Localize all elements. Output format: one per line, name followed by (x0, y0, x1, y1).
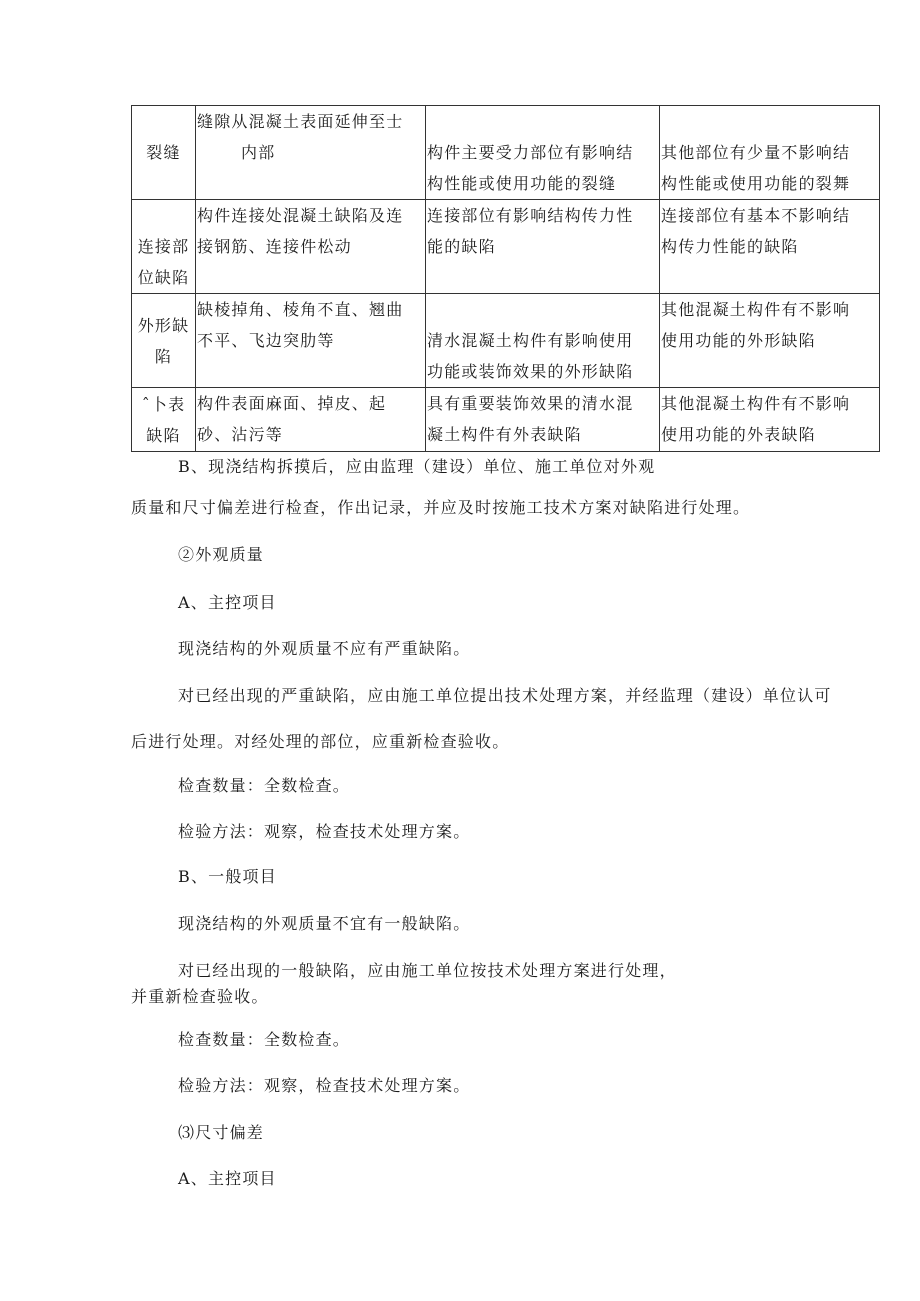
defect-description-cell (196, 106, 426, 200)
general-defect-cell (660, 388, 880, 452)
table-row (132, 200, 880, 294)
defect-description-line: 砂、沾污等 (197, 425, 284, 444)
serious-defect-cell (426, 294, 660, 388)
serious-defect-line: 清水混凝土构件有影响使用 (427, 331, 634, 350)
subsection-heading: A、主控项目 (178, 593, 277, 612)
defect-name-cell (132, 200, 196, 294)
defect-description-line: 缺棱掉角、棱角不直、翘曲 (197, 300, 404, 319)
paragraph-line: 质量和尺寸偏差进行检查，作出记录，并应及时按施工技术方案对缺陷进行处理。 (131, 498, 751, 517)
serious-defect-line: 构性能或使用功能的裂缝 (427, 174, 617, 193)
serious-defect-cell (426, 388, 660, 452)
defect-description-line: 构件表面麻面、掉皮、起 (197, 394, 387, 413)
general-defect-line: 其他混凝土构件有不影响 (661, 394, 851, 413)
defect-description-line: 接钢筋、连接件松动 (197, 237, 352, 256)
defect-description-line: 不平、飞边突肋等 (197, 331, 335, 350)
serious-defect-line: 能的缺陷 (427, 237, 496, 256)
defect-name: 外形缺 (137, 315, 190, 335)
general-defect-line: 连接部位有基本不影响结 (661, 206, 851, 225)
paragraph-line: 检查数量：全数检查。 (178, 776, 351, 795)
defect-name-cell (132, 294, 196, 388)
section-heading: ②外观质量 (178, 545, 265, 564)
section-heading: ⑶尺寸偏差 (178, 1123, 265, 1142)
serious-defect-line: 具有重要装饰效果的清水混 (427, 394, 634, 413)
paragraph-line: 检验方法：观察，检查技术处理方案。 (178, 822, 471, 841)
defect-name: 陷 (154, 346, 173, 366)
defect-name: 裂缝 (146, 143, 181, 162)
paragraph-line: 并重新检查验收。 (131, 987, 269, 1006)
serious-defect-line: 凝土构件有外表缺陷 (427, 425, 582, 444)
general-defect-cell (660, 294, 880, 388)
serious-defect-line: 连接部位有影响结构传力性 (427, 206, 634, 225)
table-row (132, 294, 880, 388)
serious-defect-cell (426, 106, 660, 200)
paragraph-line: 后进行处理。对经处理的部位，应重新检查验收。 (131, 732, 510, 751)
subsection-heading: B、一般项目 (178, 867, 277, 886)
general-defect-line: 构性能或使用功能的裂舞 (661, 174, 851, 193)
defect-name-cell (132, 106, 196, 200)
table-row (132, 106, 880, 200)
paragraph-line: B、现浇结构拆摸后，应由监理（建设）单位、施工单位对外观 (178, 457, 656, 476)
paragraph-line: 检查数量：全数检查。 (178, 1030, 351, 1049)
defect-description-line: 内部 (241, 143, 276, 162)
defect-table (131, 105, 880, 452)
paragraph-line: 现浇结构的外观质量不宜有一般缺陷。 (178, 914, 471, 933)
defect-description-cell (196, 200, 426, 294)
general-defect-line: 其他部位有少量不影响结 (661, 143, 851, 162)
defect-name: 连接部 (137, 237, 190, 256)
serious-defect-cell (426, 200, 660, 294)
defect-name: 缺陷 (146, 425, 181, 445)
table-row (132, 388, 880, 452)
general-defect-line: 使用功能的外形缺陷 (661, 331, 816, 350)
paragraph-line: 对已经出现的一般缺陷，应由施工单位按技术处理方案进行处理， (178, 961, 677, 980)
serious-defect-line: 构件主要受力部位有影响结 (427, 143, 634, 162)
defect-description-cell (196, 388, 426, 452)
general-defect-cell (660, 106, 880, 200)
defect-name: 位缺陷 (137, 268, 190, 287)
defect-name-cell (132, 388, 196, 452)
defect-description-cell (196, 294, 426, 388)
general-defect-line: 使用功能的外表缺陷 (661, 425, 816, 444)
defect-name: ˆ卜表 (141, 394, 186, 414)
defect-description-line: 构件连接处混凝土缺陷及连 (197, 206, 404, 225)
general-defect-line: 构传力性能的缺陷 (661, 237, 799, 256)
paragraph-line: 检验方法：观察，检查技术处理方案。 (178, 1076, 471, 1095)
general-defect-cell (660, 200, 880, 294)
paragraph-line: 现浇结构的外观质量不应有严重缺陷。 (178, 639, 471, 658)
defect-description-line: 缝隙从混凝土表面延伸至士 (197, 112, 404, 131)
subsection-heading: A、主控项目 (178, 1169, 277, 1188)
serious-defect-line: 功能或装饰效果的外形缺陷 (427, 362, 634, 381)
general-defect-line: 其他混凝土构件有不影响 (661, 300, 851, 319)
paragraph-line: 对已经出现的严重缺陷，应由施工单位提出技术处理方案，并经监理（建设）单位认可 (178, 686, 832, 705)
